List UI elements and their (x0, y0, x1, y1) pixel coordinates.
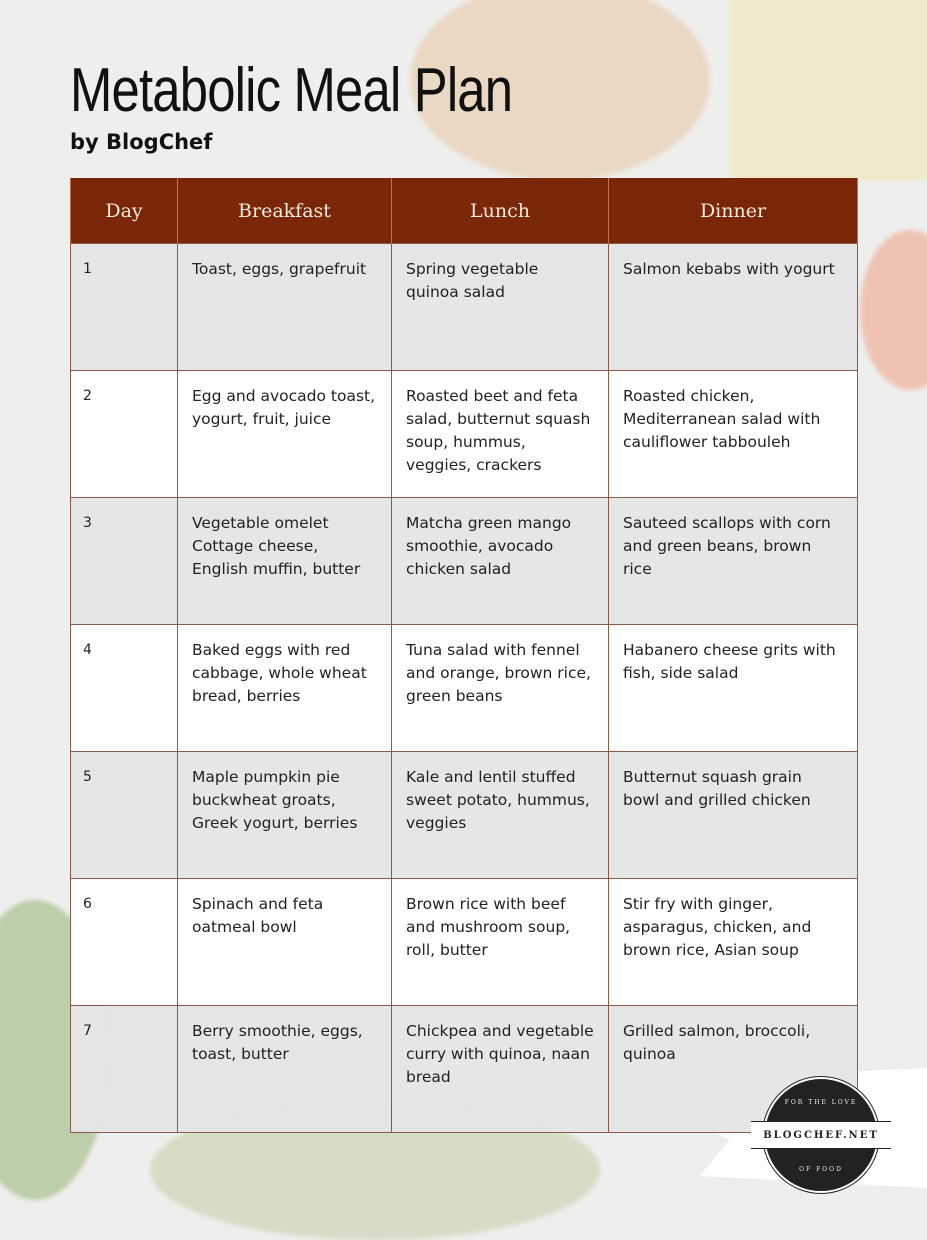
cell-dinner: Sauteed scallops with corn and green beans, brown rice (609, 498, 858, 625)
page-title: Metabolic Meal Plan (70, 56, 513, 125)
table-row (71, 625, 858, 752)
cell-breakfast: Baked eggs with red cabbage, whole wheat bread, berries (178, 625, 392, 752)
table-row (71, 371, 858, 498)
cell-dinner: Stir fry with ginger, asparagus, chicken, and brown rice, Asian soup (609, 879, 858, 1006)
cell-day: 2 (71, 371, 178, 498)
cell-lunch: Chickpea and vegetable curry with quinoa, naan bread (392, 1006, 609, 1133)
column-header-lunch: Lunch (392, 178, 609, 244)
cell-day: 6 (71, 879, 178, 1006)
cheese-image (730, 0, 927, 180)
cell-day: 3 (71, 498, 178, 625)
cell-lunch: Tuna salad with fennel and orange, brown rice, green beans (392, 625, 609, 752)
table-row (71, 498, 858, 625)
column-header-day: Day (71, 178, 178, 244)
column-header-dinner: Dinner (609, 178, 858, 244)
cell-lunch: Matcha green mango smoothie, avocado chicken salad (392, 498, 609, 625)
cell-lunch: Spring vegetable quinoa salad (392, 244, 609, 371)
cell-dinner: Grilled salmon, broccoli, quinoa (609, 1006, 858, 1133)
column-header-breakfast: Breakfast (178, 178, 392, 244)
table-row (71, 752, 858, 879)
cell-lunch: Brown rice with beef and mushroom soup, roll, butter (392, 879, 609, 1006)
cell-breakfast: Egg and avocado toast, yogurt, fruit, juice (178, 371, 392, 498)
cell-dinner: Habanero cheese grits with fish, side salad (609, 625, 858, 752)
table-row (71, 1006, 858, 1133)
page-subtitle: by BlogChef (70, 130, 213, 154)
cell-lunch: Roasted beet and feta salad, butternut squash soup, hummus, veggies, crackers (392, 371, 609, 498)
logo-bottom-text: OF FOOD (799, 1166, 843, 1173)
blogchef-logo (763, 1077, 879, 1193)
cell-day: 7 (71, 1006, 178, 1133)
cell-breakfast: Vegetable omelet Cottage cheese, English muffin, butter (178, 498, 392, 625)
cell-breakfast: Spinach and feta oatmeal bowl (178, 879, 392, 1006)
cell-dinner: Salmon kebabs with yogurt (609, 244, 858, 371)
meal-plan-table (70, 178, 858, 1133)
table-row (71, 244, 858, 371)
cell-day: 4 (71, 625, 178, 752)
logo-name: BLOGCHEF.NET (751, 1121, 891, 1149)
salmon-image (860, 230, 927, 390)
logo-top-text: FOR THE LOVE (784, 1099, 858, 1106)
cell-day: 1 (71, 244, 178, 371)
cell-breakfast: Berry smoothie, eggs, toast, butter (178, 1006, 392, 1133)
table-header-row (71, 178, 858, 244)
table-row (71, 879, 858, 1006)
cell-day: 5 (71, 752, 178, 879)
cell-breakfast: Toast, eggs, grapefruit (178, 244, 392, 371)
cell-dinner: Roasted chicken, Mediterranean salad with cauliflower tabbouleh (609, 371, 858, 498)
cell-dinner: Butternut squash grain bowl and grilled chicken (609, 752, 858, 879)
cell-lunch: Kale and lentil stuffed sweet potato, hummus, veggies (392, 752, 609, 879)
cell-breakfast: Maple pumpkin pie buckwheat groats, Greek yogurt, berries (178, 752, 392, 879)
